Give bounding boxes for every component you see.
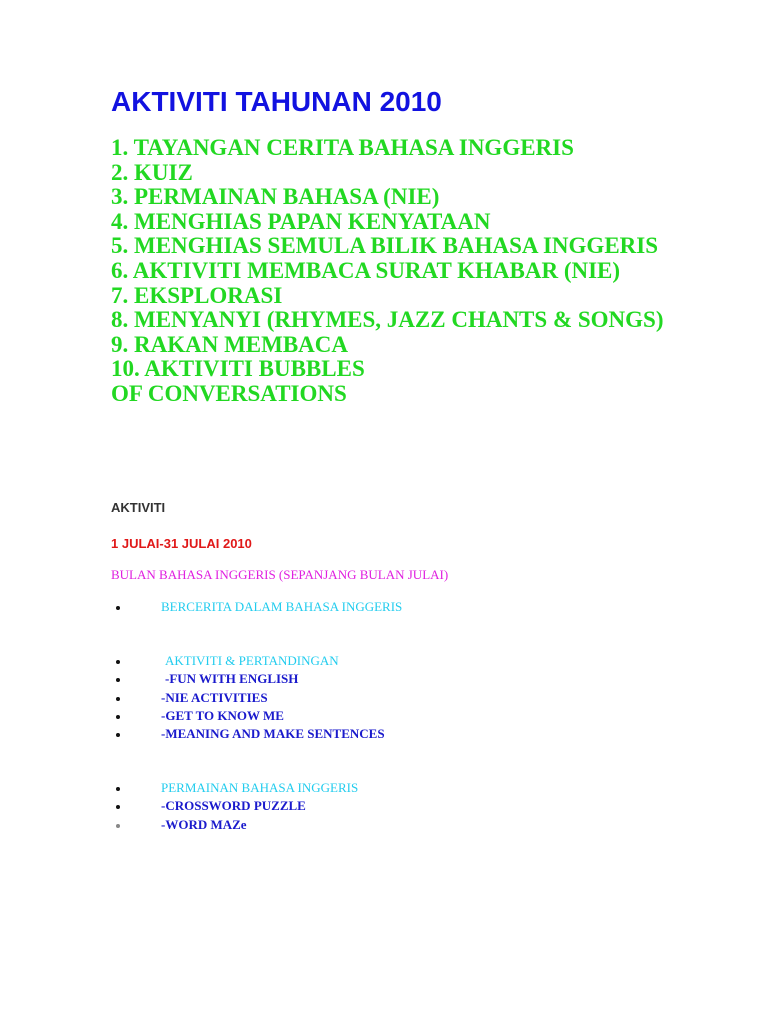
bullet-icon [116,660,120,664]
activity-item: 3. PERMAINAN BAHASA (NIE) [111,184,440,210]
bullet-icon [116,697,120,701]
bullet-icon [116,805,120,809]
list-item-label: -GET TO KNOW ME [161,707,284,723]
list-item [0,797,768,815]
bullet-group-language-games [0,779,768,834]
list-item-label: BERCERITA DALAM BAHASA INGGERIS [161,599,403,614]
list-item-label: -NIE ACTIVITIES [161,689,268,705]
bullet-icon [116,678,120,682]
activity-item: OF CONVERSATIONS [111,380,347,406]
list-item-heading: AKTIVITI & PERTANDINGAN [165,653,339,668]
page-title: AKTIVITI TAHUNAN 2010 [111,86,442,117]
section-label: AKTIVITI [111,500,166,515]
month-title: BULAN BAHASA INGGERIS (SEPANJANG BULAN JULAI) [111,567,449,582]
bullet-icon [116,733,120,737]
activity-item: 10. AKTIVITI BUBBLES [111,356,365,382]
bullet-icon [116,787,120,791]
list-item [0,652,768,670]
bullet-group-competitions [0,652,768,743]
activity-list [111,136,671,407]
list-item [0,816,768,834]
activity-item: 2. KUIZ [111,159,193,185]
activity-item: 1. TAYANGAN CERITA BAHASA INGGERIS [111,135,574,160]
list-item-label: -WORD MAZe [161,816,247,832]
list-item [0,725,768,743]
list-item-label: -FUN WITH ENGLISH [165,671,299,687]
list-item [0,707,768,725]
list-item [0,598,768,616]
list-item [0,779,768,797]
bullet-group-storytelling [0,598,768,616]
activity-item: 8. MENYANYI (RHYMES, JAZZ CHANTS & SONGS) [111,307,664,333]
list-item-label: -MEANING AND MAKE SENTENCES [161,726,385,742]
date-range: 1 JULAI-31 JULAI 2010 [111,536,252,551]
activity-item: 6. AKTIVITI MEMBACA SURAT KHABAR (NIE) [111,257,621,283]
list-item-heading: PERMAINAN BAHASA INGGERIS [161,780,359,795]
activity-item: 7. EKSPLORASI [111,282,283,308]
activity-item: 9. RAKAN MEMBACA [111,331,349,357]
bullet-icon [116,715,120,719]
list-item [0,689,768,707]
bullet-icon [116,606,120,610]
list-item [0,670,768,688]
activity-item: 4. MENGHIAS PAPAN KENYATAAN [111,208,491,234]
list-item-label: -CROSSWORD PUZZLE [161,798,306,814]
bullet-icon [116,824,120,828]
activity-item: 5. MENGHIAS SEMULA BILIK BAHASA INGGERIS [111,233,659,259]
